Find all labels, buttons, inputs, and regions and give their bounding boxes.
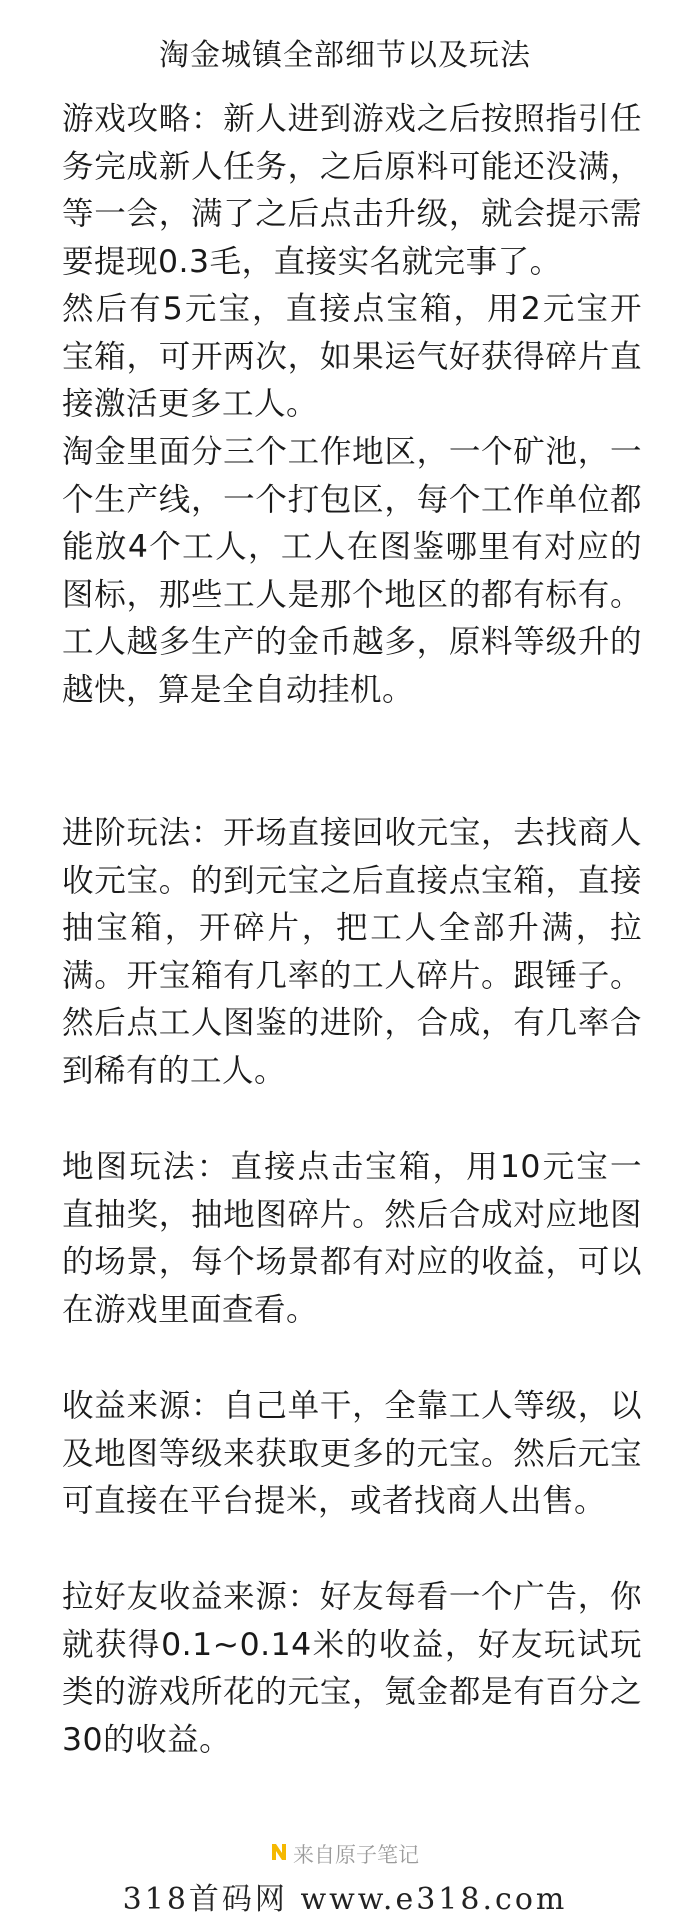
paragraph-treasure-chest: 然后有5元宝，直接点宝箱，用2元宝开宝箱，可开两次，如果运气好获得碎片直接激活更多工人。 xyxy=(62,291,642,422)
n-logo-icon xyxy=(271,1839,287,1869)
paragraph-advanced-play: 进阶玩法：开场直接回收元宝，去找商人收元宝。的到元宝之后直接点宝箱，直接抽宝箱，开碎片，把工人全部升满，拉满。开宝箱有几率的工人碎片。跟锤子。然后点工人图鉴的进阶，合成，有几率合到稀有的工人。 xyxy=(62,815,642,1089)
paragraph-referral-income: 拉好友收益来源：好友每看一个广告，你就获得0.1~0.14米的收益，好友玩试玩类的游戏所花的元宝，氪金都是有百分之30的收益。 xyxy=(62,1579,642,1758)
source-attribution xyxy=(0,1840,690,1870)
paragraph-work-areas: 淘金里面分三个工作地区，一个矿池，一个生产线，一个打包区，每个工作单位都能放4个工人，工人在图鉴哪里有对应的图标，那些工人是那个地区的都有标有。工人越多生产的金币越多，原料等级升的越快，算是全自动挂机。 xyxy=(62,434,642,708)
paragraph-map-play: 地图玩法：直接点击宝箱，用10元宝一直抽奖，抽地图碎片。然后合成对应地图的场景，每个场景都有对应的收益，可以在游戏里面查看。 xyxy=(62,1149,642,1328)
paragraph-income-source: 收益来源：自己单干，全靠工人等级，以及地图等级来获取更多的元宝。然后元宝可直接在平台提米，或者找商人出售。 xyxy=(62,1388,642,1519)
site-watermark: 318首码网 www.e318.com xyxy=(122,1882,568,1917)
paragraph-game-guide: 游戏攻略：新人进到游戏之后按照指引任务完成新人任务，之后原料可能还没满，等一会，满了之后点击升级，就会提示需要提现0.3毛，直接实名就完事了。 xyxy=(62,101,642,280)
page-title: 淘金城镇全部细节以及玩法 xyxy=(159,38,531,73)
source-label: 来自原子笔记 xyxy=(293,1843,419,1867)
